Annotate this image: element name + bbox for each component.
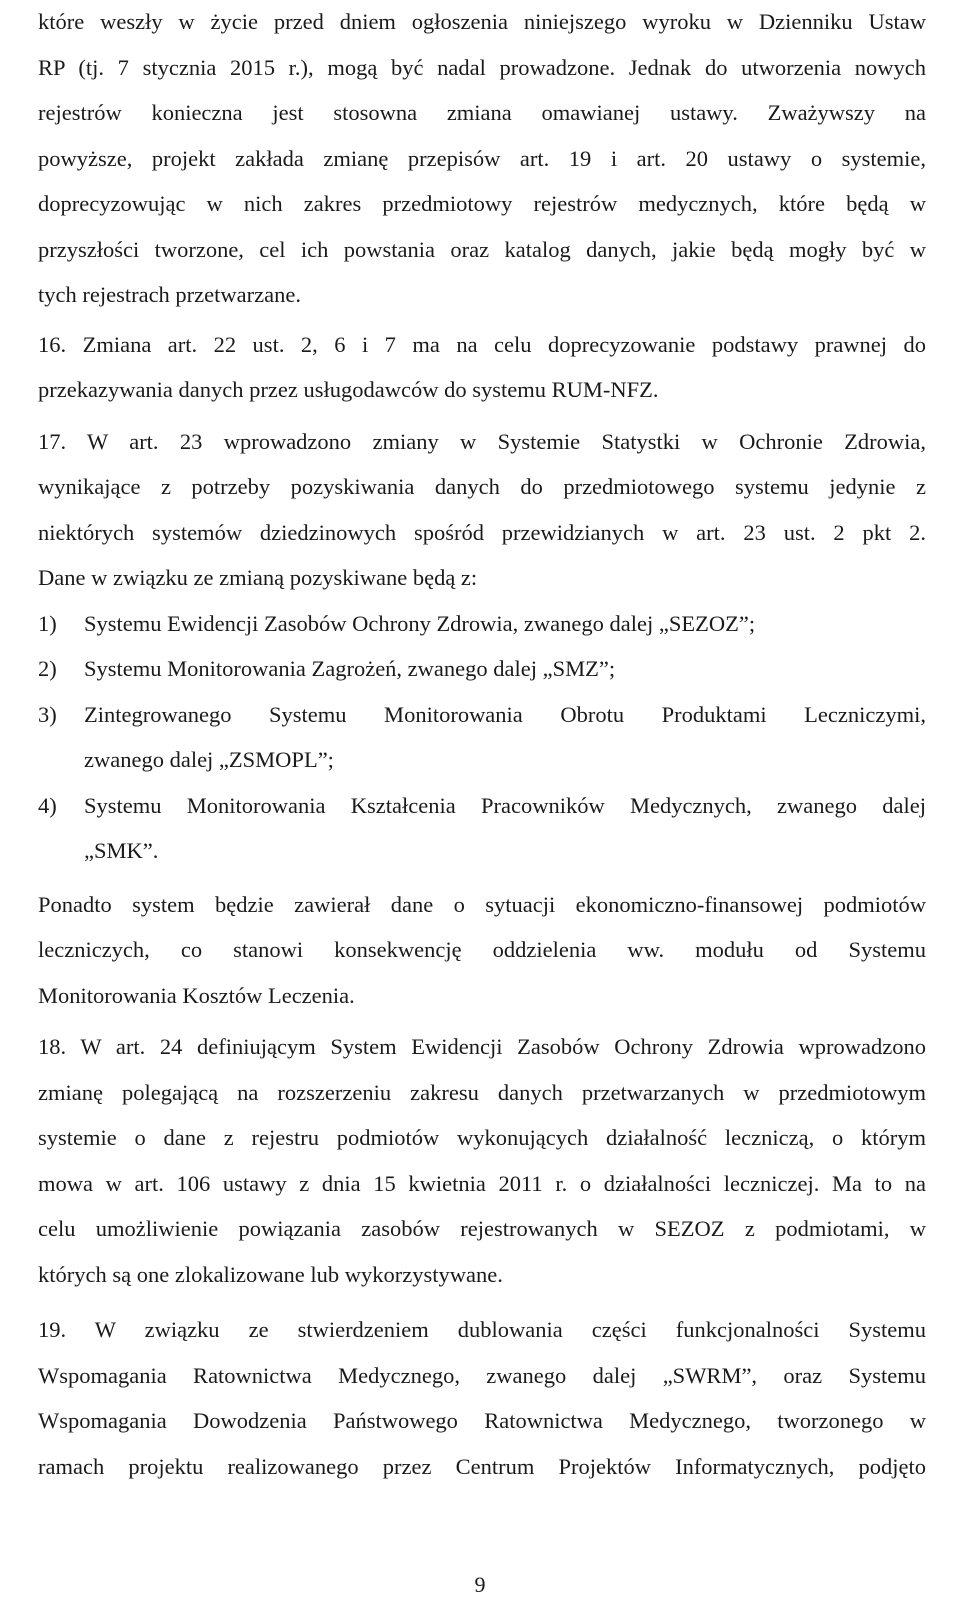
point-16	[38, 322, 926, 413]
text-line: Monitorowania Kosztów Leczenia.	[38, 982, 355, 1008]
text-line: powyższe, projekt zakłada zmianę przepisów art. 19 i art. 20 ustawy o systemie,	[38, 145, 926, 171]
list-item-text: „SMK”.	[84, 838, 159, 863]
list-item-text: Systemu Monitorowania Kształcenia Pracowników Medycznych, zwanego dalej	[84, 792, 926, 818]
text-line: mowa w art. 106 ustawy z dnia 15 kwietnia 2011 r. o działalności leczniczej. Ma to na	[38, 1170, 926, 1196]
text-line: W związku ze stwierdzeniem dublowania części funkcjonalności Systemu	[94, 1317, 926, 1342]
text-line: przekazywania danych przez usługodawców do systemu RUM-NFZ.	[38, 377, 659, 402]
text-line: Dane w związku ze zmianą pozyskiwane będą z:	[38, 565, 478, 590]
text-line: systemie o dane z rejestru podmiotów wykonujących działalność leczniczą, o którym	[38, 1125, 926, 1150]
list-item-text: zwanego dalej „ZSMOPL”;	[84, 747, 334, 772]
list-item	[38, 646, 926, 692]
text-line: niektórych systemów dziedzinowych spośród przewidzianych w art. 23 ust. 2 pkt 2.	[38, 519, 926, 545]
text-line: ramach projektu realizowanego przez Centrum Projektów Informatycznych, podjęto	[38, 1453, 926, 1479]
page-number: 9	[474, 1572, 486, 1597]
text-line: wynikające z potrzeby pozyskiwania danych do przedmiotowego systemu jedynie z	[38, 474, 926, 499]
text-line: Ponadto system będzie zawierał dane o sytuacji ekonomiczno-finansowej podmiotów	[38, 891, 926, 917]
list-item-text: Zintegrowanego Systemu Monitorowania Obrotu Produktami Leczniczymi,	[84, 701, 926, 727]
list-item	[38, 783, 926, 874]
point-number: 16.	[38, 331, 67, 357]
document-page	[38, 0, 926, 1489]
text-line: W art. 24 definiującym System Ewidencji Zasobów Ochrony Zdrowia wprowadzono	[80, 1034, 926, 1059]
list-item-text: Systemu Monitorowania Zagrożeń, zwanego dalej „SMZ”;	[84, 656, 616, 681]
point-16-first-line	[38, 322, 926, 368]
text-line: tych rejestrach przetwarzane.	[38, 282, 301, 307]
text-line: doprecyzowując w nich zakres przedmiotowy rejestrów medycznych, które będą w	[38, 191, 926, 216]
text-line: leczniczych, co stanowi konsekwencję oddzielenia ww. modułu od Systemu	[38, 937, 926, 962]
point-number: 19.	[38, 1317, 67, 1342]
list-item-text: Systemu Ewidencji Zasobów Ochrony Zdrowia, zwanego dalej „SEZOZ”;	[84, 610, 756, 636]
text-line: celu umożliwienie powiązania zasobów rejestrowanych w SEZOZ z podmiotami, w	[38, 1216, 926, 1241]
point-19-first-line	[38, 1307, 926, 1353]
point-18	[38, 1024, 926, 1297]
point-18-first-line	[38, 1024, 926, 1070]
point-number: 17.	[38, 428, 67, 454]
text-line: rejestrów konieczna jest stosowna zmiana omawianej ustawy. Zważywszy na	[38, 100, 926, 125]
text-line: Wspomagania Dowodzenia Państwowego Ratownictwa Medycznego, tworzonego w	[38, 1408, 926, 1433]
point-17-after-paragraph	[38, 882, 926, 1019]
text-line: zmianę polegającą na rozszerzeniu zakresu danych przetwarzanych w przedmiotowym	[38, 1079, 926, 1105]
text-line: Zmiana art. 22 ust. 2, 6 i 7 ma na celu doprecyzowanie podstawy prawnej do	[82, 331, 926, 357]
intro-paragraph	[38, 0, 926, 318]
list-item-label: 2)	[38, 656, 57, 681]
point-17-list	[38, 601, 926, 874]
text-line: przyszłości tworzone, cel ich powstania oraz katalog danych, jakie będą mogły być w	[38, 236, 926, 262]
list-item-label: 4)	[38, 792, 57, 818]
text-line: których są one zlokalizowane lub wykorzystywane.	[38, 1261, 503, 1287]
text-line: W art. 23 wprowadzono zmiany w Systemie Statystki w Ochronie Zdrowia,	[87, 428, 926, 454]
list-item-label: 3)	[38, 701, 57, 727]
list-item	[38, 601, 926, 647]
text-line: Wspomagania Ratownictwa Medycznego, zwanego dalej „SWRM”, oraz Systemu	[38, 1362, 926, 1388]
list-item	[38, 692, 926, 783]
point-17	[38, 419, 926, 1019]
text-line: RP (tj. 7 stycznia 2015 r.), mogą być nadal prowadzone. Jednak do utworzenia nowych	[38, 54, 926, 80]
text-line: które weszły w życie przed dniem ogłoszenia niniejszego wyroku w Dzienniku Ustaw	[38, 9, 926, 34]
list-item-label: 1)	[38, 610, 57, 636]
point-number: 18.	[38, 1034, 67, 1059]
point-17-first-line	[38, 419, 926, 465]
point-19	[38, 1307, 926, 1489]
